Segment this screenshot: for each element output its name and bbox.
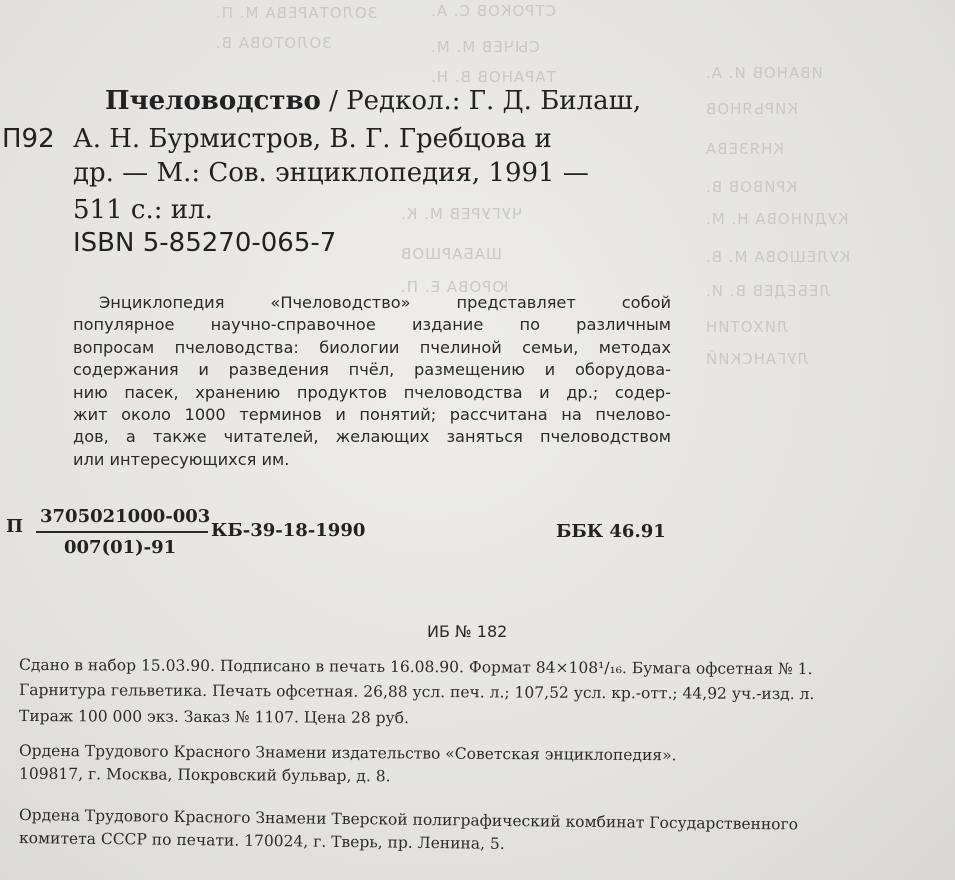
show-through-text: ЧУГУРЕВ М. К. <box>400 205 523 223</box>
bbk-code: ББК 46.91 <box>556 521 666 542</box>
classification-prefix: П <box>6 516 23 537</box>
show-through-text: КИРЬЯНОВ <box>705 100 799 118</box>
publisher-address: 109817, г. Москва, Покровский бульвар, д. 8. <box>18 764 391 786</box>
kb-code: КБ-39-18-1990 <box>211 520 366 541</box>
show-through-text: ЮРОВА Е. П. <box>400 278 509 296</box>
show-through-text: ЗОЛОТОВА В. <box>215 34 332 52</box>
show-through-text: ЛУГАНСКИЙ <box>705 350 809 368</box>
abstract-line: дов, а также читателей, желающих заняться пчеловодством <box>73 427 671 447</box>
show-through-text: ИВАНОВ И. А. <box>705 64 823 82</box>
abstract-line: содержания и разведения пчёл, размещению и оборудова- <box>73 360 671 380</box>
fraction-bar <box>36 531 208 533</box>
imprint-line-2: Гарнитура гельветика. Печать офсетная. 26,88 усл. печ. л.; 107,52 усл. кр.-отт.; 44,92 уч.-изд. л. <box>18 680 815 704</box>
show-through-text: ЛЕБЕДЕВ В. И. <box>705 282 831 300</box>
call-number: П92 <box>2 124 55 154</box>
abstract-line: популярное научно-справочное издание по различным <box>73 315 671 335</box>
abstract <box>73 292 671 471</box>
abstract-line: нию пасек, хранению продуктов пчеловодства и др.; содер- <box>73 382 671 402</box>
isbn: ISBN 5-85270-065-7 <box>73 228 337 258</box>
pages-line: 511 с.: ил. <box>73 195 213 225</box>
show-through-text: ТАРАНОВ В. Н. <box>430 68 556 86</box>
fraction-numerator: 3705021000-003 <box>40 506 211 527</box>
imprint-line-1: Сдано в набор 15.03.90. Подписано в печать 16.08.90. Формат 84×108¹/₁₆. Бумага офсетная № 1. <box>18 655 813 679</box>
imprint-line-3: Тираж 100 000 экз. Заказ № 1107. Цена 28 руб. <box>18 706 410 728</box>
ib-number: ИБ № 182 <box>427 622 508 641</box>
show-through-text: ЗОЛОТАРЕВА М. П. <box>215 4 378 22</box>
show-through-text: СТРОКОВ С. А. <box>430 2 557 20</box>
show-through-text: КУДИНОВА Н. М. <box>705 210 849 228</box>
printer-name: Ордена Трудового Красного Знамени Тверской полиграфический комбинат Государственного <box>18 806 799 834</box>
abstract-line: или интересующихся им. <box>73 449 290 469</box>
editorial-board: / Редкол.: Г. Д. Билаш, <box>320 86 642 116</box>
fraction-denominator: 007(01)-91 <box>64 537 177 558</box>
publisher-line: др. — М.: Сов. энциклопедия, 1991 — <box>73 158 589 188</box>
show-through-text: КУЛЕШОВА М. В. <box>705 248 851 266</box>
abstract-line: вопросам пчеловодства: биологии пчелиной семьи, методах <box>73 337 671 357</box>
show-through-text: СЫЧЕВ М. М. <box>430 38 540 56</box>
show-through-text: КНЯЗЕВА <box>705 140 784 158</box>
show-through-text: ШАБАРШОВ <box>400 245 503 263</box>
title-line <box>105 86 641 116</box>
printer-address: комитета СССР по печати. 170024, г. Тверь, пр. Ленина, 5. <box>18 829 505 853</box>
publisher-name: Ордена Трудового Красного Знамени издательство «Советская энциклопедия». <box>18 741 677 765</box>
book-title: Пчеловодство <box>105 86 321 116</box>
authors-line: А. Н. Бурмистров, В. Г. Гребцова и <box>73 124 552 154</box>
abstract-line: Энциклопедия «Пчеловодство» представляет собой <box>99 293 671 312</box>
show-through-text: ЛИХОТИН <box>705 318 789 336</box>
show-through-text: КРИВОВ В. <box>705 178 798 196</box>
abstract-line: жит около 1000 терминов и понятий; рассчитана на пчелово- <box>73 405 671 425</box>
